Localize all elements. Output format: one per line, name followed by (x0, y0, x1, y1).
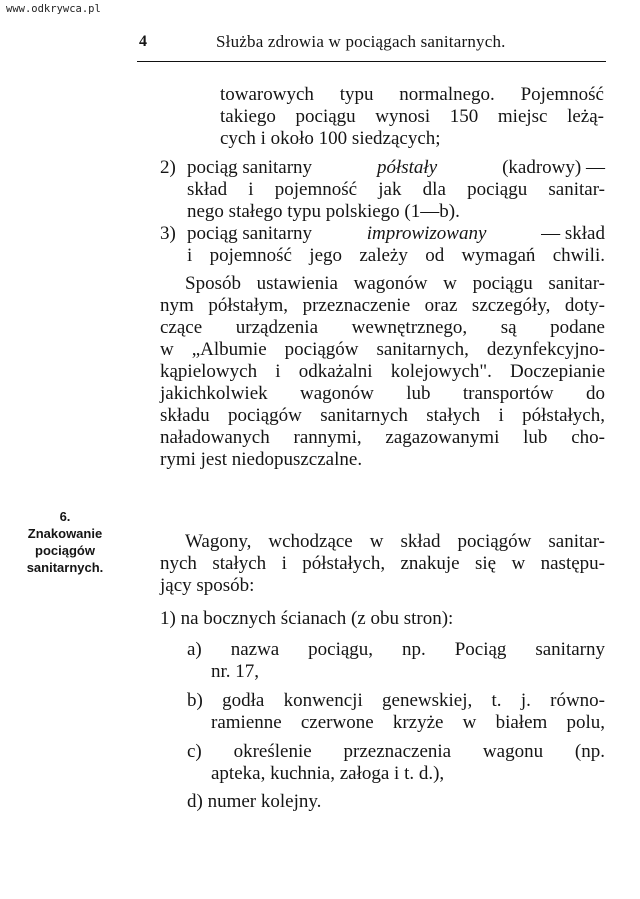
text-line: rymi jest niedopuszczalne. (160, 449, 363, 470)
list-item: 1) na bocznych ścianach (z obu stron): (160, 608, 454, 629)
text-line: kąpielowych i odkażalni kolejowych". Doczepianie (160, 361, 605, 382)
list-number: 3) (160, 223, 176, 244)
section-title-line: pociągów (35, 543, 95, 558)
text-span: (kadrowy) — (502, 157, 605, 178)
text-line: czące urządzenia wewnętrznego, są podane (160, 317, 605, 338)
italic-term: improwizowany (366, 223, 487, 244)
text-line: apteka, kuchnia, załoga i t. d.), (211, 763, 445, 784)
text-span: pociąg sanitarny (187, 223, 313, 244)
text-line: nego stałego typu polskiego (1—b). (187, 201, 460, 222)
text-line: Wagony, wchodzące w skład pociągów sanitar- (185, 531, 605, 552)
italic-term: półstały (376, 157, 438, 178)
text-line: ramienne czerwone krzyże w białem polu, (211, 712, 605, 733)
text-line: nym półstałym, przeznaczenie oraz szczegóły, doty- (160, 295, 605, 316)
text-line: skład i pojemność jak dla pociągu sanitar- (187, 179, 605, 200)
text-line: i pojemność jego zależy od wymagań chwili. (187, 245, 605, 266)
text-line: w „Albumie pociągów sanitarnych, dezynfekcyjno- (160, 339, 605, 360)
text-span: — skład (541, 223, 605, 244)
text-line: składu pociągów sanitarnych stałych i półstałych, (160, 405, 605, 426)
section-number: 6. (59, 509, 71, 524)
list-item: b) godła konwencji genewskiej, t. j. równo- (187, 690, 605, 711)
list-item: d) numer kolejny. (187, 791, 322, 812)
list-item (187, 157, 605, 179)
text-line: takiego pociągu wynosi 150 miejsc leżą- (220, 106, 604, 127)
text-line: nych stałych i półstałych, znakuje się w następu- (160, 553, 605, 574)
list-item (187, 223, 605, 245)
text-span: pociąg sanitarny (187, 157, 313, 178)
running-head: Służba zdrowia w pociągach sanitarnych. (216, 32, 506, 51)
list-item: c) określenie przeznaczenia wagonu (np. (187, 741, 605, 762)
section-margin-note (10, 508, 120, 576)
text-line: naładowanych rannymi, zagazowanymi lub cho- (160, 427, 605, 448)
text-line: cych i około 100 siedzących; (220, 128, 441, 149)
page-number: 4 (139, 33, 147, 50)
section-title-line: sanitarnych. (26, 560, 104, 575)
text-line: towarowych typu normalnego. Pojemność (220, 84, 604, 105)
list-number: 2) (160, 157, 176, 178)
text-line: jący sposób: (160, 575, 255, 596)
header-rule (137, 61, 606, 62)
text-line: Sposób ustawienia wagonów w pociągu sanitar- (185, 273, 605, 294)
text-line: nr. 17, (211, 661, 260, 682)
text-line: jakichkolwiek wagonów lub transportów do (160, 383, 605, 404)
watermark: www.odkrywca.pl (6, 3, 101, 15)
list-item: a) nazwa pociągu, np. Pociąg sanitarny (187, 639, 605, 660)
section-title-line: Znakowanie (27, 526, 103, 541)
